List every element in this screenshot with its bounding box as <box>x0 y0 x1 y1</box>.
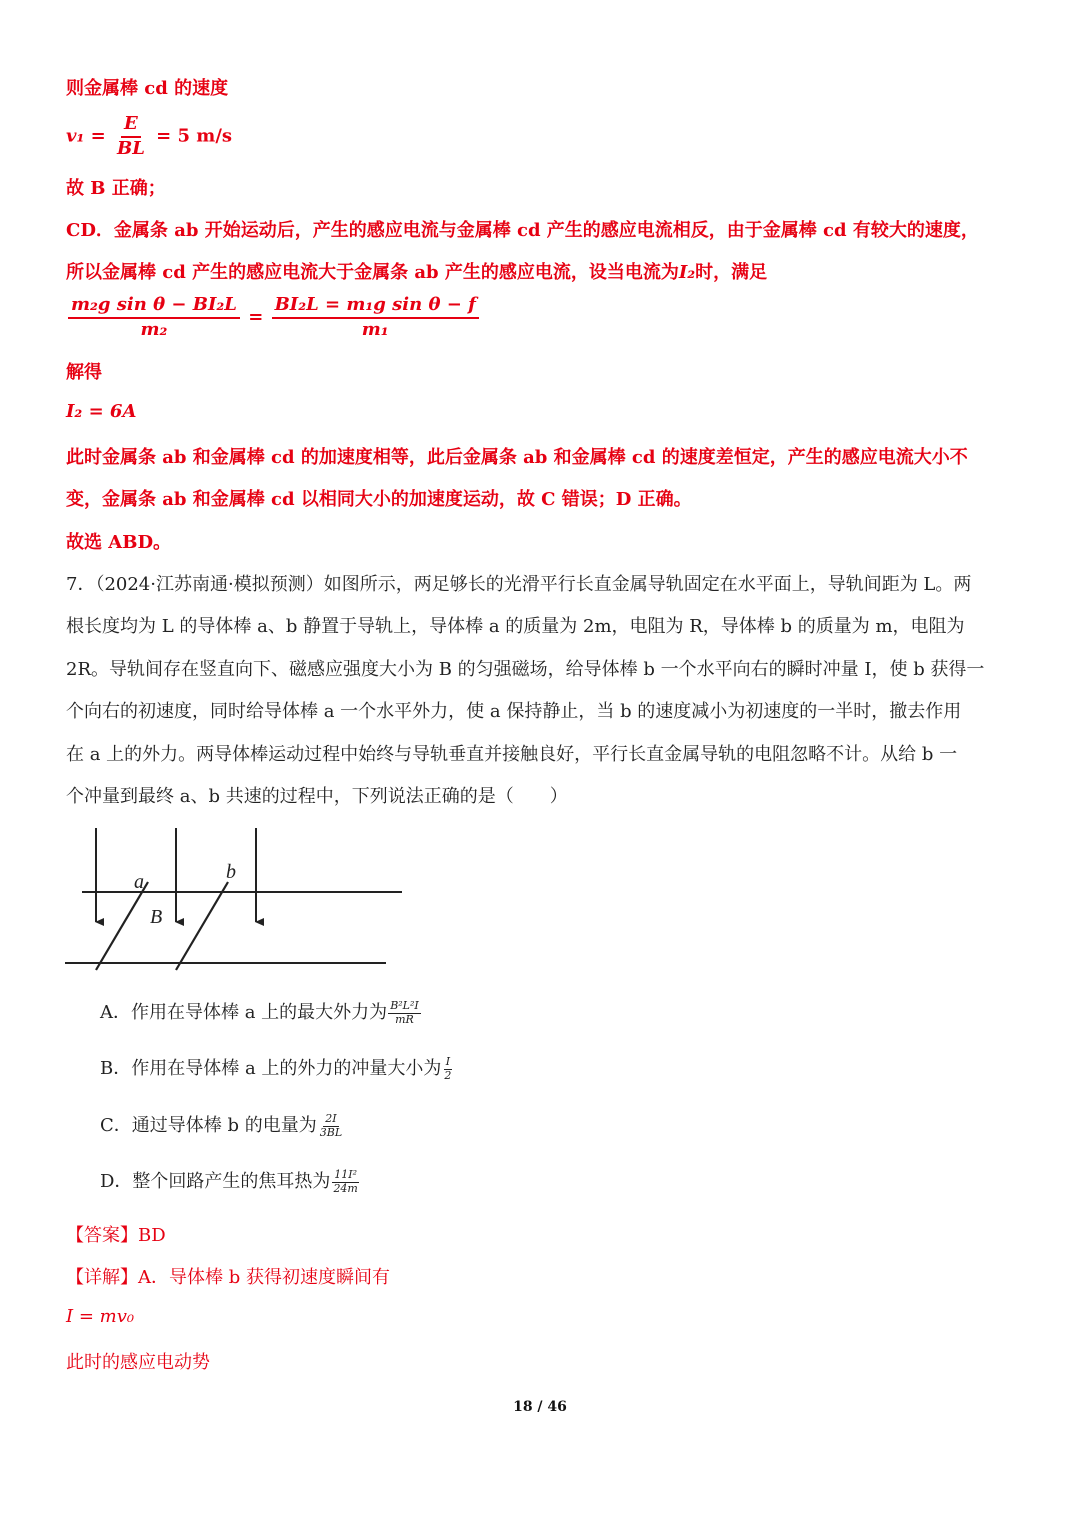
option-d-text: D．整个回路产生的焦耳热为 <box>100 1171 331 1192</box>
solution-line <box>66 258 767 284</box>
velocity-equation <box>66 114 232 159</box>
lhs-denominator: m₂ <box>140 318 168 340</box>
answer-line: 【答案】BD <box>66 1225 166 1246</box>
option-b <box>100 1054 453 1082</box>
lhs-numerator: m₂g sin θ − BI₂L <box>68 295 240 319</box>
option-c-denominator: 3BL <box>319 1125 343 1139</box>
option-a-text: A．作用在导体棒 a 上的最大外力为 <box>100 1002 388 1023</box>
rhs-numerator: BI₂L = m₁g sin θ − f <box>272 295 479 319</box>
solution-line: 解得 <box>66 362 102 383</box>
option-a-numerator: B²L²I <box>390 999 419 1013</box>
v1-rhs: = 5 m/s <box>156 125 233 147</box>
question-text: 个冲量到最终 a、b 共速的过程中，下列说法正确的是（ ） <box>66 786 568 807</box>
v1-numerator: E <box>121 114 141 138</box>
solution-line: CD．金属条 ab 开始运动后，产生的感应电流与金属棒 cd 产生的感应电流相反，由于金属棒 cd 有较大的速度， <box>66 220 979 241</box>
option-a-denominator: mR <box>395 1012 414 1026</box>
field-label: B <box>150 906 163 928</box>
solution-line: 此时金属条 ab 和金属棒 cd 的加速度相等，此后金属条 ab 和金属棒 cd 的速度差恒定，产生的感应电流大小不 <box>66 447 968 468</box>
v1-lhs: v₁ = <box>66 125 106 147</box>
solution-text: 时，满足 <box>695 262 768 283</box>
option-d <box>100 1167 360 1195</box>
current-symbol: I₂ <box>678 262 696 283</box>
option-c <box>100 1111 344 1139</box>
detail-line: 【详解】A．导体棒 b 获得初速度瞬间有 <box>66 1267 390 1288</box>
question-text: 根长度均为 L 的导体棒 a、b 静置于导轨上，导体棒 a 的质量为 2m，电阻为 R，导体棒 b 的质量为 m，电阻为 <box>66 616 965 637</box>
solution-line: 故 B 正确； <box>66 178 166 199</box>
v1-fraction <box>114 114 148 159</box>
option-c-fraction <box>318 1113 344 1138</box>
rod-a-label: a <box>134 871 144 893</box>
option-a <box>100 998 421 1026</box>
option-c-numerator: 2I <box>325 1112 337 1126</box>
rod-a <box>96 882 148 970</box>
rhs-fraction <box>272 295 479 340</box>
lhs-fraction <box>68 295 240 340</box>
option-b-text: B．作用在导体棒 a 上的外力的冲量大小为 <box>100 1058 442 1079</box>
solution-line: 则金属棒 cd 的速度 <box>66 78 229 99</box>
option-b-numerator: I <box>445 1055 451 1069</box>
option-b-denominator: 2 <box>444 1068 452 1082</box>
option-b-fraction <box>442 1056 453 1081</box>
rails-figure <box>60 820 410 975</box>
momentum-equation: I = mv₀ <box>66 1306 135 1327</box>
balance-equation <box>66 295 481 340</box>
page-number: 18 / 46 <box>513 1399 567 1415</box>
solution-line: 故选 ABD。 <box>66 532 172 553</box>
solution-text: 所以金属棒 cd 产生的感应电流大于金属条 ab 产生的感应电流，设当电流为 <box>66 262 679 283</box>
equals-sign: = <box>248 306 264 328</box>
solution-line: 变，金属条 ab 和金属棒 cd 以相同大小的加速度运动，故 C 错误；D 正确。 <box>66 489 692 510</box>
detail-line: 此时的感应电动势 <box>66 1352 210 1373</box>
option-c-text: C．通过导体棒 b 的电量为 <box>100 1115 317 1136</box>
rod-b-label: b <box>226 861 236 883</box>
option-d-denominator: 24m <box>333 1181 358 1195</box>
current-result: I₂ = 6A <box>66 401 137 422</box>
question-text: 在 a 上的外力。两导体棒运动过程中始终与导轨垂直并接触良好，平行长直金属导轨的电阻忽略不计。从给 b 一 <box>66 744 958 765</box>
rhs-denominator: m₁ <box>361 318 389 340</box>
option-d-fraction <box>331 1169 359 1194</box>
question-text: 个向右的初速度，同时给导体棒 a 一个水平外力，使 a 保持静止，当 b 的速度减小为初速度的一半时，撤去作用 <box>66 701 962 722</box>
option-d-numerator: 11I² <box>334 1168 358 1182</box>
question-text: 2R。导轨间存在竖直向下、磁感应强度大小为 B 的匀强磁场，给导体棒 b 一个水平向右的瞬时冲量 I，使 b 获得一 <box>66 659 985 680</box>
question-text: 7．（2024·江苏南通·模拟预测）如图所示，两足够长的光滑平行长直金属导轨固定在水平面上，导轨间距为 L。两 <box>66 574 972 595</box>
option-a-fraction <box>388 1000 421 1025</box>
v1-denominator: BL <box>116 137 145 159</box>
rod-b <box>176 882 228 970</box>
